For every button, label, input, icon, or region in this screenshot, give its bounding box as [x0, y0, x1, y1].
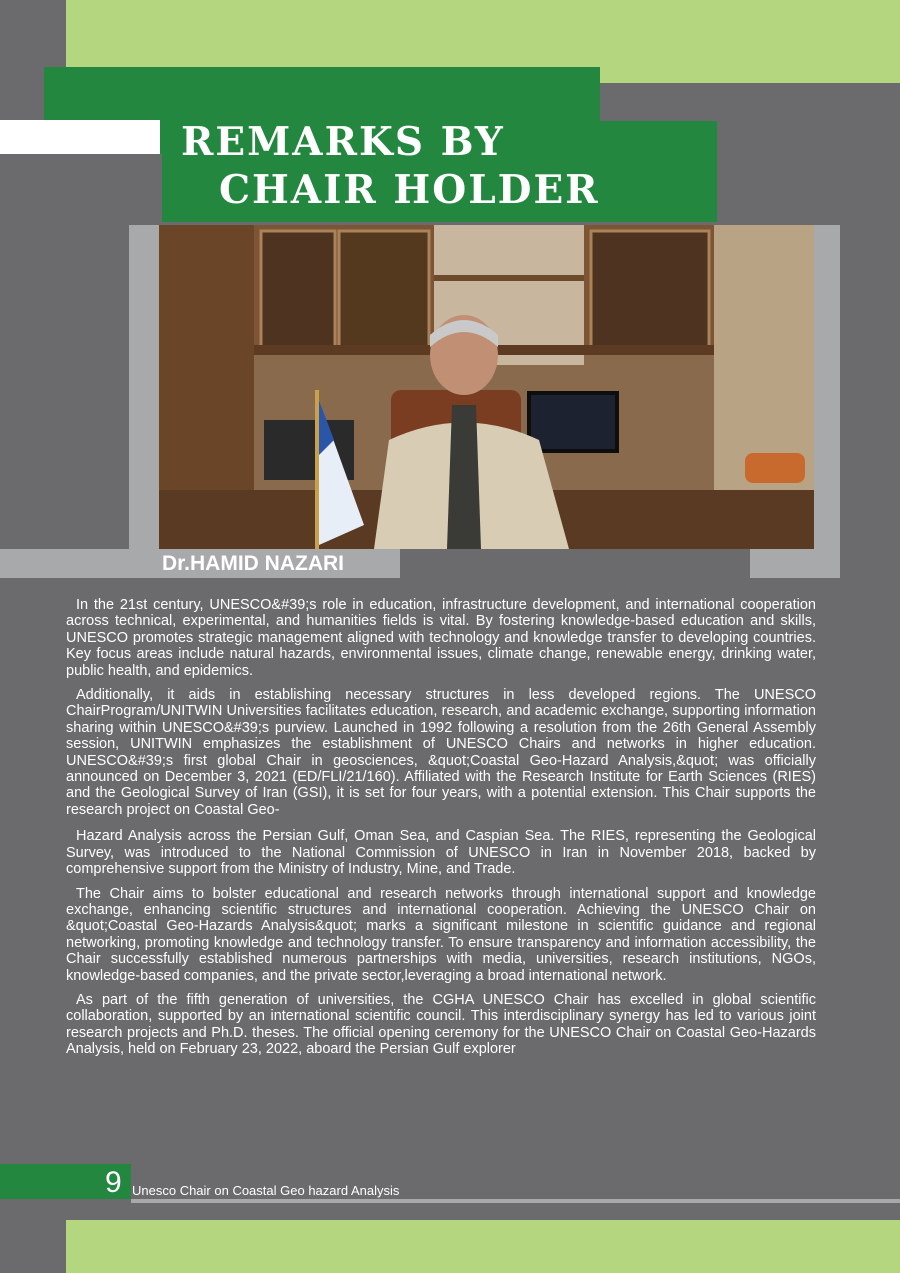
portrait-photo — [159, 225, 814, 549]
page-number: 9 — [105, 1166, 122, 1199]
article-paragraph-4: The Chair aims to bolster educational and research networks through international support and knowledge exchange, enhancing scientific structures and international cooperation. Achieving the UNESCO Chair on &quot;Coastal Geo-Hazards Analysis&quot; marks a significant milestone in scientific guidance and regional networking, promoting knowledge and technology transfer. To ensure transparency and information accessibility, the Chair successfully established numerous partnerships with media, universities, research institutions, NGOs, knowledge-based companies, and the private sector,leveraging a broad international network. — [66, 885, 816, 984]
page-title — [175, 118, 715, 214]
title-line-2: CHAIR HOLDER — [219, 167, 600, 213]
chair-holder-name: Dr.HAMID NAZARI — [162, 552, 344, 575]
article-body — [66, 597, 816, 1066]
article-paragraph-1: In the 21st century, UNESCO&#39;s role in education, infrastructure development, and international cooperation across technical, experimental, and humanities fields is vital. By fostering knowledge-based education and skills, UNESCO promotes strategic management aligned with technology and knowledge transfer to developing countries. Key focus areas include natural hazards, environmental issues, climate change, renewable energy, drinking water, public health, and epidemics. — [66, 597, 816, 679]
footer-publication-title: Unesco Chair on Coastal Geo hazard Analysis — [132, 1183, 400, 1198]
bottom-accent-band — [66, 1220, 900, 1273]
title-line-1: REMARKS BY — [181, 119, 505, 165]
article-paragraph-5: As part of the fifth generation of universities, the CGHA UNESCO Chair has excelled in global scientific collaboration, supported by an international scientific council. This interdisciplinary synergy has led to various joint research projects and Ph.D. theses. The official opening ceremony for the UNESCO Chair on Coastal Geo-Hazards Analysis, held on February 23, 2022, aboard the Persian Gulf explorer — [66, 991, 816, 1058]
article-paragraph-2: Additionally, it aids in establishing necessary structures in less developed regions. The UNESCO ChairProgram/UNITWIN Universities facilitates education, research, and academic exchange, supporting information sharing within UNESCO&#39;s purview. Launched in 1992 following a resolution from the 26th General Assembly session, UNITWIN emphasizes the establishment of UNESCO Chairs and networks in higher education. UNESCO&#39;s first global Chair in geosciences, &quot;Coastal Geo-Hazard Analysis,&quot; was officially announced on December 3, 2021 (ED/FLI/21/160). Affiliated with the Research Institute for Earth Sciences (RIES) and the Geological Survey of Iran (GSI), it is set for four years, with a potential extension. This Chair supports the research project on Coastal Geo- — [66, 687, 816, 818]
title-block-upper — [44, 67, 600, 121]
footer-rule — [131, 1199, 900, 1203]
office-scene-illustration — [159, 225, 814, 549]
white-accent-bar — [0, 120, 160, 154]
photo-frame-bottom-right — [750, 549, 840, 578]
article-paragraph-3: Hazard Analysis across the Persian Gulf, Oman Sea, and Caspian Sea. The RIES, representing the Geological Survey, was introduced to the National Commission of UNESCO in Iran in November 2018, backed by comprehensive support from the Ministry of Industry, Mine, and Trade. — [66, 828, 816, 878]
photo-frame-left — [129, 225, 159, 549]
